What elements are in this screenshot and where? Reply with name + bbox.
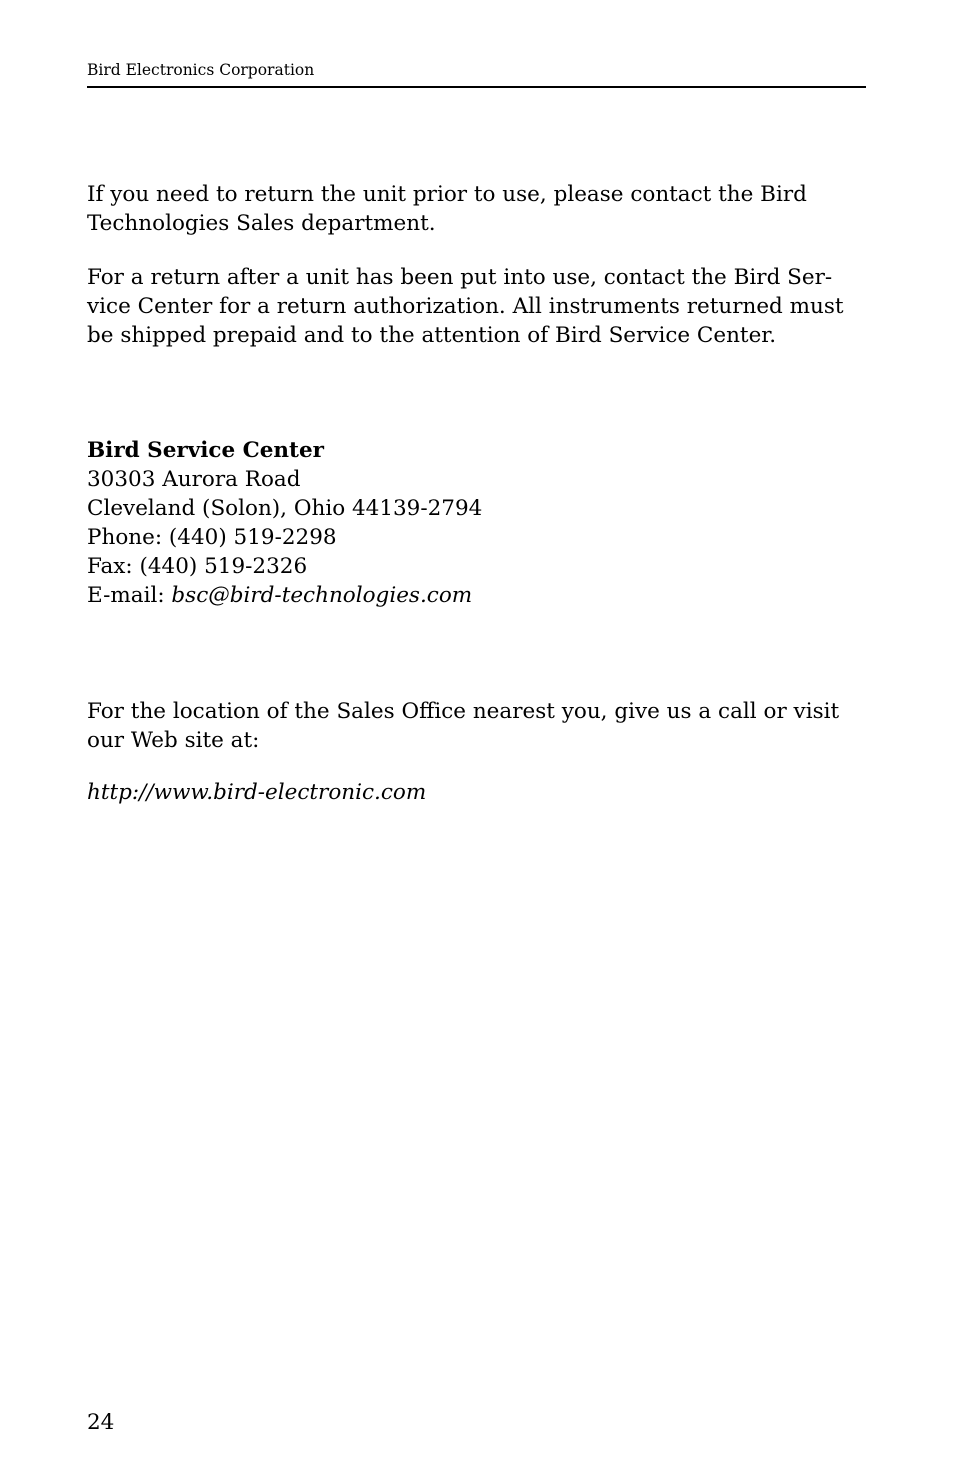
return-prior-paragraph [87,180,877,238]
page-number: 24 [87,1410,115,1435]
service-center-email-line [87,581,877,610]
return-after-line-3: be shipped prepaid and to the attention of Bird Service Center. [87,323,777,348]
return-prior-line-1: If you need to return the unit prior to use, please contact the Bird [87,182,807,207]
service-center-address [87,436,877,610]
service-center-city: Cleveland (Solon), Ohio 44139-2794 [87,496,483,521]
email-label: E-mail: [87,583,172,608]
service-center-phone: Phone: (440) 519-2298 [87,525,337,550]
sales-office-line-2: our Web site at: [87,728,260,753]
service-center-fax: Fax: (440) 519-2326 [87,554,308,579]
page-header [87,60,866,88]
service-center-street: 30303 Aurora Road [87,467,301,492]
return-after-paragraph [87,263,877,350]
sales-office-line-1: For the location of the Sales Office nearest you, give us a call or visit [87,699,840,724]
header-company-name: Bird Electronics Corporation [87,61,315,79]
email-link[interactable]: bsc@bird-technologies.com [171,583,473,608]
return-after-line-1: For a return after a unit has been put into use, contact the Bird Ser- [87,265,833,290]
service-center-name: Bird Service Center [87,438,324,463]
return-prior-line-2: Technologies Sales department. [87,211,436,236]
return-after-line-2: vice Center for a return authorization. All instruments returned must [87,294,844,319]
website-link[interactable]: http://www.bird-electronic.com [87,780,427,805]
sales-office-paragraph [87,697,877,755]
